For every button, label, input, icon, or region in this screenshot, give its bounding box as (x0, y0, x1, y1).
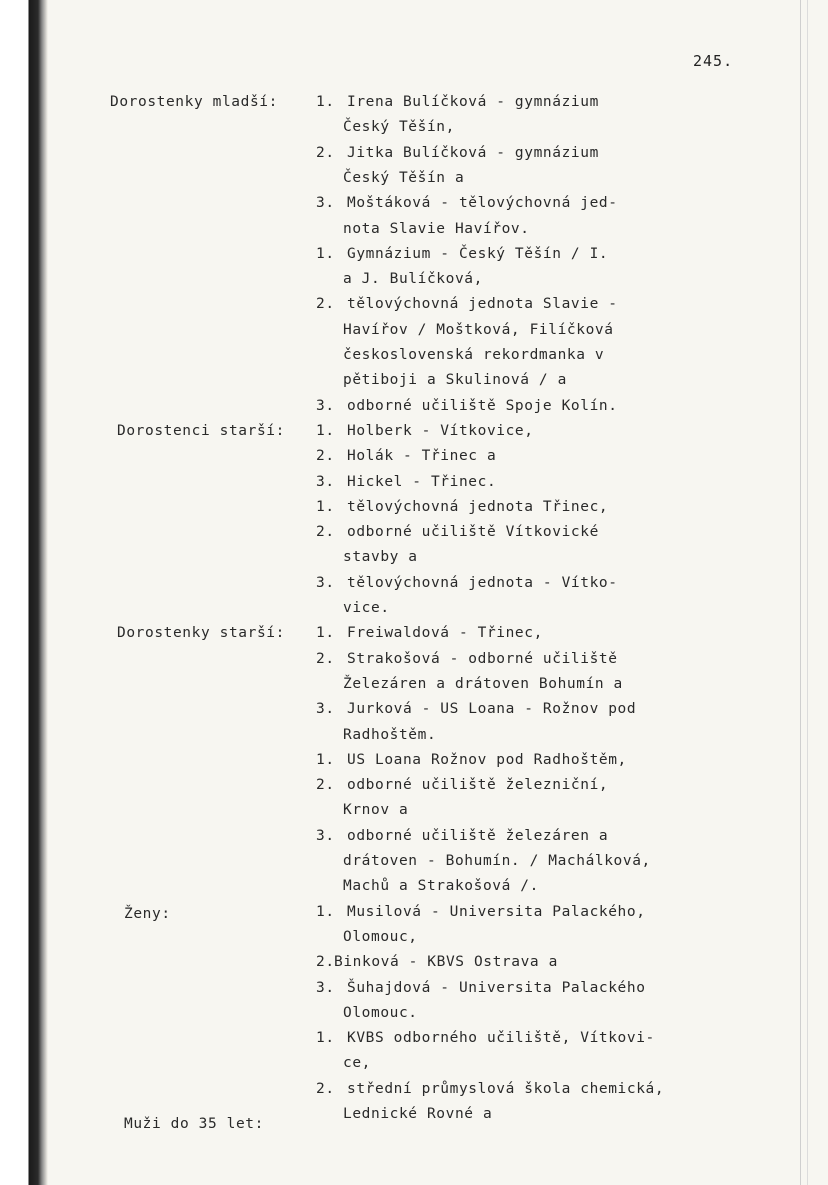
list-item-text: Krnov a (343, 802, 409, 819)
list-number: 3. (316, 827, 335, 844)
list-item-text: Olomouc, (343, 928, 418, 945)
section-label: Dorostenky mladší: (110, 94, 278, 110)
list-item-text: Havířov / Moštková, Filíčková (343, 321, 614, 338)
list-item-text: Musilová - Universita Palackého, (347, 903, 646, 920)
list-number: 2. (316, 448, 335, 465)
list-item-text: Freiwaldová - Třinec, (347, 625, 543, 642)
list-number: 2. (316, 954, 335, 971)
list-number: 1. (316, 245, 335, 262)
list-item-text: odborné učiliště Vítkovické (347, 524, 599, 541)
list-item-text: Šuhajdová - Universita Palackého (347, 979, 646, 996)
list-number: 2. (316, 650, 335, 667)
list-number: 1. (316, 903, 335, 920)
section-label: Dorostenci starší: (117, 422, 285, 439)
list-item-text: nota Slavie Havířov. (343, 220, 530, 237)
list-item-text: Holberk - Vítkovice, (347, 422, 534, 439)
section-label: Dorostenky starší: (117, 625, 285, 642)
list-item-text: Gymnázium - Český Těšín / I. (347, 245, 609, 262)
list-item-text: odborné učiliště Spoje Kolín. (347, 397, 618, 414)
list-item-text: pětiboji a Skulinová / a (343, 372, 567, 389)
list-number: 1. (316, 751, 335, 768)
list-number: 2. (316, 1080, 335, 1097)
list-number: 1. (316, 625, 335, 642)
list-number: 3. (316, 195, 335, 212)
section-label: Ženy: (124, 905, 171, 922)
list-item-text: vice. (343, 600, 390, 616)
list-number: 2. (316, 777, 335, 794)
list-item-text: Machů a Strakošová /. (343, 878, 539, 895)
list-item-text: Moštáková - tělovýchovná jed- (347, 195, 618, 212)
page-edge (800, 0, 808, 1185)
list-item-text: tělovýchovná jednota Třinec, (347, 498, 609, 515)
list-item-text: US Loana Rožnov pod Radhoštěm, (347, 751, 627, 768)
list-number: 3. (316, 574, 335, 591)
list-number: 1. (316, 498, 335, 515)
page-number: 245. (693, 52, 734, 70)
list-number: 2. (316, 296, 335, 313)
list-item-text: Radhoštěm. (343, 726, 437, 743)
list-item-text: KVBS odborného učiliště, Vítkovi- (347, 1030, 655, 1047)
list-number: 3. (316, 701, 335, 718)
binding-spine (0, 0, 48, 1185)
section-label: Muži do 35 let: (124, 1116, 264, 1132)
list-item-text: československá rekordmanka v (343, 347, 605, 363)
list-item-text: odborné učiliště železáren a (347, 827, 609, 844)
list-number: 3. (316, 473, 335, 490)
list-item-text: Český Těšín, (343, 119, 455, 136)
list-item-text: Holák - Třinec a (347, 448, 497, 465)
list-item-text: Jurková - US Loana - Rožnov pod (347, 701, 637, 718)
list-item-text: Železáren a drátoven Bohumín a (343, 675, 623, 692)
list-number: 3. (316, 397, 335, 414)
list-item-text: tělovýchovná jednota - Vítko- (347, 574, 618, 591)
list-number: 1. (316, 94, 335, 110)
list-item-text: Olomouc. (343, 1004, 418, 1021)
list-item-text: stavby a (343, 549, 418, 566)
list-item-text: Lednické Rovné a (343, 1106, 493, 1122)
list-number: 2. (316, 524, 335, 541)
list-item-text: Jitka Bulíčková - gymnázium (347, 144, 599, 161)
list-item-text: Strakošová - odborné učiliště (347, 650, 618, 667)
list-item-text: Český Těšín a (343, 169, 465, 186)
list-number: 3. (316, 979, 335, 996)
list-item-text: Hickel - Třinec. (347, 473, 497, 490)
list-item-text: a J. Bulíčková, (343, 271, 483, 288)
list-item-text: Irena Bulíčková - gymnázium (347, 94, 599, 110)
list-item-text: ce, (343, 1055, 371, 1072)
list-number: 2. (316, 144, 335, 161)
list-item-text: Binková - KBVS Ostrava a (334, 954, 558, 971)
list-item-text: drátoven - Bohumín. / Machálková, (343, 853, 651, 869)
list-number: 1. (316, 422, 335, 439)
list-item-text: střední průmyslová škola chemická, (347, 1080, 665, 1097)
list-item-text: tělovýchovná jednota Slavie - (347, 296, 618, 313)
list-number: 1. (316, 1030, 335, 1047)
list-item-text: odborné učiliště železniční, (347, 777, 609, 794)
